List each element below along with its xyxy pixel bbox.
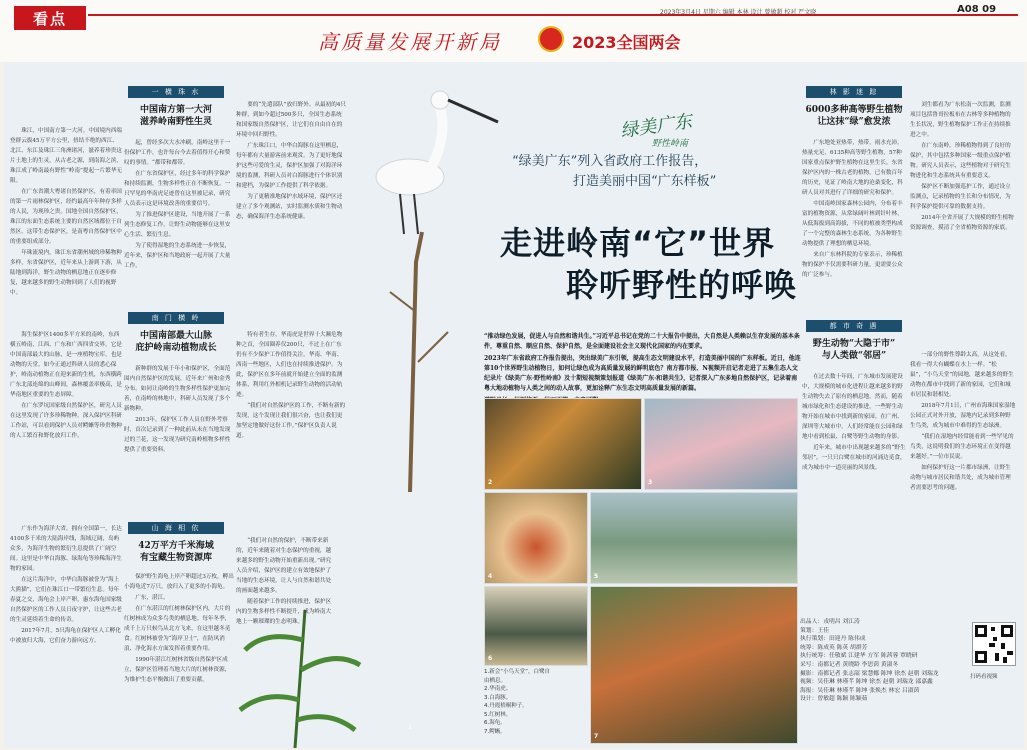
caption-7: 7.鳄蜥。 bbox=[484, 728, 506, 735]
page-number: A08 09 bbox=[957, 4, 997, 15]
headline-main-1: 走进岭南“它”世界 bbox=[500, 224, 776, 262]
qr-label: 扫码看视频 bbox=[970, 674, 998, 680]
photo-turtle bbox=[484, 586, 588, 666]
egret-illustration bbox=[330, 62, 500, 492]
photo-mangrove bbox=[590, 492, 798, 584]
dateline: 2023年3月4日 星期六 编辑 本林 设计 曾敏超 校对 严文晓 bbox=[660, 9, 817, 16]
qr-code-icon[interactable] bbox=[972, 622, 1016, 666]
section-title-3: 42万平方千米海域 有宝藏生物资源库 bbox=[138, 541, 214, 563]
headline-sub-1: “绿美广东”列入省政府工作报告， bbox=[512, 154, 708, 169]
headline-main-2: 聆听野性的呼唤 bbox=[566, 266, 798, 304]
section-label-3: 山 海 相 依 bbox=[128, 522, 224, 534]
photo-number: 3 bbox=[648, 479, 653, 486]
event-title: 2023全国两会 bbox=[572, 33, 681, 52]
lead-paragraph-2: 2023年广东省政府工作报告提出，突出绿美广东引领，提高生态文明建设水平，打造美丽中国的广东样板。近日，他连第10个世界野生动植物日，如何让绿色成为高质量发展的鲜明底色？南方都市报、N视频开启记者走进了五集生态人文纪录片《绿美广东·野性岭南》及十期短视频策划报道《绿美广东·和谐共生》，记者深入广东多地自然保护区，记录着南粤大地动植物与人类之间的动人故事，更加诠释广东生态文明高质量发展的新篇。 bbox=[484, 355, 801, 392]
lead-paragraph-1: “推动绿色发展，促进人与自然和谐共生。”习近平总书记在党的二十大报告中提出，大自然是人类赖以生存发展的基本条件，尊重自然、顺应自然、保护自然，是全面建设社会主义现代化国家的内在要求。 bbox=[484, 333, 800, 350]
brand-logo: 绿美广东 bbox=[619, 111, 694, 142]
column-8: 特有者生存，华南虎是世界十大濒危物种之首，全国圈养仅200只，不过上在广东仍有不少保护工作值得关注，华南、华南、西南一些地区，人们也在持续推进保护。为此，保护区在多年前就开始建立全面的监测体系，利用红外相机记录野生动物的活动轨迹。 “我们对自然保护区的工作，不断有新的发现，这个发现让我们很兴奋，也让我们更加坚定地做好这份工作。”保护区负责人说道。 bbox=[236, 332, 346, 439]
column-10: 广东地处亚热带，热带，雨水充沛，热量充足，6135种高等野生植物，57种国家重点保护野生植物在这里生长。东省保护区内的一株古老的植物，已有数百年的历史，见证了岭南大地的沧桑变化，科研人员对其进行了详细的研究和保护。 中国南岭国家森林公园内，分布着丰富的植物资源，从常绿阔叶林到针叶林，从低海拔到高海拔，不同的植被类型构成了一个完整的森林生态系统，为各种野生动物提供了理想的栖息环境。 来自广东林科院的专家表示，珍稀植物的保护不仅需要科研力量，更需要公众的广泛参与。 bbox=[802, 140, 903, 278]
caption-2: 2.华南虎。 bbox=[484, 686, 512, 692]
column-9: “我们对自然的保护，不断带来新的，近年来随着对生态保护的重视，越来越多的野生动物开始重新出现。”研究人员介绍，保护区的建立有效地保护了当地的生态环境，让人与自然和谐共处的画面越来越多。 随着保护工作的持续推进，保护区内的生物多样性不断提升，成为岭南大地上一颗璀璨的生态明珠。 bbox=[236, 538, 332, 625]
column-13: 一部分的野性尊龄太高，从这处看，我看一得大有蝴蝶在水上一样。“松鼠”，“小鸟天堂”的园地，越来越多的野生动物在都市中找到了新的家园，它们和城市居民和谐相处。 2018年7月1日，广州市海珠国家湿地公园正式对外开放，湿地内记录到多种野生鸟类，成为城市中难得的生态绿洲。 “我们在湿地内经常能看到一些罕见的鸟类，这说明我们的生态环境正在变得越来越好。”一位市民说。 如何保护好这一片都市绿洲，让野生动物与城市居民和谐共处，成为城市管理者需要思考的问题。 bbox=[910, 352, 1016, 491]
photo-tiger bbox=[484, 398, 642, 490]
column-7: 要的“先遣部队”放归野外。从最初的4只种群，到如今超过500多只，全国生态系统和国家级自然保护区，让它们在自由自在的环境中回归野性。 广东珠江口，中华白海豚在这里栖息，每年都有大量游客前来观赏。为了更好地保护这些可爱的生灵，保护区加强了对海洋环境的监测，科研人员对白海豚进行个体识别和建档，为保护工作提供了科学依据。 为了更精准地保护水域环境，保护区还建立了多个观测站，实时监测水质和生物动态，确保海洋生态系统健康。 bbox=[236, 102, 346, 220]
column-11: 刘生都看为广东松南一次监测，监测项目包括鲁哥拉板布在古林等多种植物的生长状况，野生植物保护工作正在持续推进之中。 在广东南岭，珍稀植物得到了良好的保护，其中包括多种国家一级重点保护植物。研究人员表示，这些植物对于研究生物进化和生态系统具有重要意义。 保护区不断加强巡护工作，通过设立监测点，记录植物的生长和分布情况，为科学保护提供可靠的数据支持。 2014年全省开展了大规模的野生植物资源调查，摸清了全省植物资源的家底。 bbox=[910, 102, 1014, 231]
photo-seeds bbox=[484, 492, 588, 584]
column-5: 新种群的发展千年小和保护区，全面范围内自然保护区的发展，近年来广州和金秀分布。如同让南岭的生物多样性保护更加完善，在南岭的林地中，科研人员发现了多个新物种。 2013年，保护区工作人员在野外考察时，首次记录到了一种此前从未在当地发现过的兰花，这一发现为研究南岭植物多样性提供了重要资料。 bbox=[124, 366, 231, 453]
column-12: 在过去数十年间，广东城市发展建设中，大规模的城市化进程让越来越多的野生动物失去了原有的栖息地。然而，随着城市绿化和生态建设的推进，一些野生动物开始在城市中找到新的家园。在广州、深圳等大城市中，人们经常能在公园和绿地中看到松鼠、白鹭等野生动物的身影。 近年来，城市中出现越来越多的“野生邻居”，一只只白鹭在城市的河涌边觅食，成为城市中一道亮丽的风景线。 bbox=[802, 374, 906, 471]
credits-block: 出品人：戎明昌 刘江涛 策划：王佳 执行策划：田迎丹 陈伟成 统筹：陈成英 陈英 胡群芳 执行统筹：任敬斌 江建华 方军 陈茜蓉 覃晓研 采写：南都记者 黄晓龄 李思茵 黄淑冬 摄影：南都记者 张志韶 梁慧娜 陈坤 徐杰 赵朝 刘瑞龙 视频：吴佳琳 林瑾芊 陈坤 徐杰 赵朝 刘瑞龙 邵嘉鑫 海报：吴佳琳 林瑾芊 陈坤 张焕杰 林宏 吕淑茵 设计：曾敏超 陈颖 陈颖茹 bbox=[800, 619, 939, 703]
photo-number: 5 bbox=[594, 573, 599, 580]
photo-lizard bbox=[590, 586, 798, 744]
section-title-4: 6000多种高等野生植物 让这抹“绿”愈发浓 bbox=[805, 105, 903, 127]
slogan: 高质量发展开新局 bbox=[318, 30, 502, 54]
photo-number: 6 bbox=[488, 655, 493, 662]
caption-4: 4.丹霞梧桐种子。 bbox=[484, 703, 528, 709]
section-title-5: 野生动物“大隐于市” 与人类做“邻居” bbox=[812, 339, 896, 361]
caption-3: 3.白海豚。 bbox=[484, 694, 512, 701]
photo-number: 2 bbox=[488, 479, 493, 486]
photo-number: 4 bbox=[488, 573, 493, 580]
caption-5: 5.红树林。 bbox=[484, 711, 512, 718]
section-title-1: 中国南方第一大河 滋养岭南野性生灵 bbox=[139, 105, 212, 127]
photo-dolphin bbox=[644, 398, 798, 490]
header-rule bbox=[88, 14, 1018, 16]
column-2: 海生保护区1400多平方米的南岭，东西横五岭南，江西、广东和广西四省交界，它是中国南部最大的山脉，是一座植物宝库，也是动物的天堂。如今正通过科研人员的悉心保护，岭南动植物正在迎来新的生机，东西横跨广东北部连绵的山峰间，森林覆盖率极高，是华南地区重要的生态屏障。 在广东罗坑国家级自然保护区，研究人员在这里发现了许多珍稀物种。深入保护区科研工作站，可以看到保护人员对鳄蜥等珍贵物种的人工繁育和野化放归工作。 bbox=[10, 332, 122, 439]
masthead bbox=[0, 0, 1027, 62]
photo-number-egret: 1 bbox=[408, 724, 412, 731]
section-label-1: 一 横 珠 水 bbox=[128, 86, 224, 98]
caption-1: 1.新会“小鸟天堂”，白鹭自由栖息。 bbox=[484, 669, 550, 684]
lead-text bbox=[484, 332, 802, 408]
caption-6: 6.海龟。 bbox=[484, 720, 506, 726]
section-label-4: 林 影 迷 踪 bbox=[806, 86, 902, 98]
photo-number: 7 bbox=[594, 733, 599, 740]
national-emblem-icon bbox=[538, 26, 564, 52]
section-label-5: 都 市 奇 遇 bbox=[806, 320, 902, 332]
column-6: 保护野生海龟上岸产卵超过3万枚，孵出小海龟近7万只，放归入了更多的小海龟。 广东，湛江。 在广东湛江的红树林保护区内，大片的红树林成为众多鸟类的栖息地。每年冬季，成千上万只候鸟从北方飞来，在这里越冬觅食。红树林被誉为“海岸卫士”，在防风消浪、净化海水方面发挥着重要作用。 1990年湛江红树林省级自然保护区成立，保护区管理着当地大片的红树林资源，为维护生态平衡做出了重要贡献。 bbox=[124, 574, 234, 683]
section-label-2: 南 门 横 岭 bbox=[128, 312, 224, 324]
section-title-2: 中国南部最大山脉 庇护岭南动植物成长 bbox=[135, 331, 217, 353]
headline-sub-2: 打造美丽中国“广东样板” bbox=[573, 174, 717, 189]
section-label: 看点 bbox=[14, 6, 86, 30]
column-4: 起，曾经多次大水冲刷，南岭这里千一份保护工作，也许每台今去着值得开心和赞叹的事情。“都带和都带。 在广东省保护区，经过多年的科学保护和持续监测，生物多样性正在不断恢复。一只罕见的华南虎足迹曾在这里被记录，研究人员表示这是环境改善的重要信号。 为了推进保护区建设，当地开展了一系列生态修复工作，让野生动物能够在这里安心生活、繁衍生息。 为了使得湿地的生态系统进一步恢复，近年来，保护区和当地政府一起开展了大量工作。 bbox=[124, 140, 231, 269]
column-3: 广东作为海洋大省，拥有全国第一，长达4100多千米的大陆海岸线，海域辽阔，岛屿众多，为海洋生物的繁衍生息提供了广阔空间。这里是中华白海豚、绿海龟等珍稀海洋生物的家园。 在这片海洋中，中华白海豚被誉为“海上大熊猫”，它们在珠江口一带繁衍生息。每年春夏之交，海龟会上岸产卵，惠东海龟国家级自然保护区的工作人员日夜守护，让这些古老的生灵延续着生命的传奇。 2017年7月，5只海龟在保护区人工孵化中被放归大海，它们奋力游向远方。 bbox=[10, 526, 122, 644]
column-1: 珠江，中国南方第一大河。中国境内西端登群云拔45万平方公里，扭结不绝的西江、北江、东江及珠江三角洲诸河，滋养着珍贵这片土地上的生灵，从古老之源，到南海之滨，珠江成了岭南最有野性“岭南”提起一片繁华无限。 在广东省潮大粤诸自然保护区，有着率国的第一片雨林保护区，经约最高年年种存多样的人民，为现珍之贵。国地全国自然保护区，珠江的东面生态系统主要的自然区域都位于自然区。这带生态保护区，是南粤自然保护区中的重要组成部分。 年珠流境内，珠江东省潮州域的珍稀物种多样，东省保护区，近年来从上游到下游，从陆地到海洋，野生动物的栖息地正在逐步修复，越来越多的野生动物回到了人们的视野中。 bbox=[10, 128, 122, 296]
photo-captions bbox=[484, 668, 554, 736]
brand-subtitle: 野性岭南 bbox=[652, 139, 689, 149]
